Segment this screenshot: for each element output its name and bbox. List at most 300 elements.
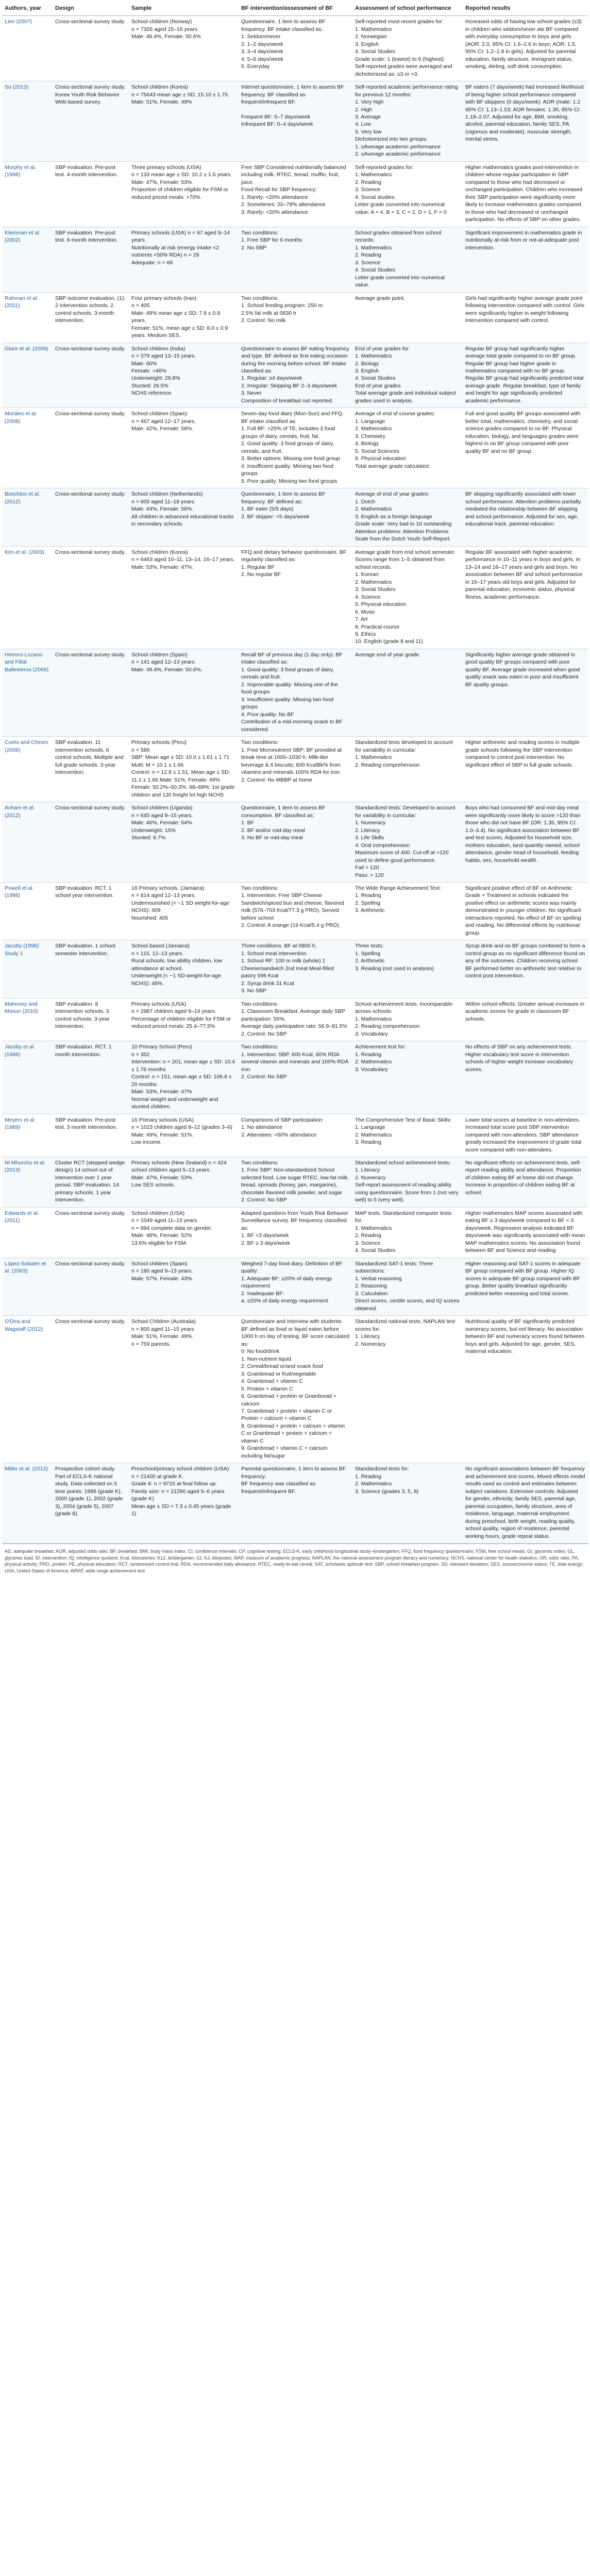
- cell-intervention: [239, 1258, 352, 1315]
- cell-assessment-line: 7. Art: [355, 616, 368, 623]
- cell-author-text: O'Dea and Wagstaff (2012): [5, 1318, 43, 1332]
- cell-results-text: Syrup drink and no BF groups combined to form a control group as no significant difference found on any of the outcomes. Children receiving school BF performed better on arithmetic test relative to control post intervention.: [465, 943, 585, 979]
- cell-assessment: [352, 343, 463, 408]
- table-row: [2, 802, 588, 883]
- cell-sample: [129, 737, 239, 802]
- cell-assessment-line: Attention problems: Attention Problems Scale from the Dutch Youth Self-Report.: [355, 528, 451, 543]
- cell-sample-line: n = 800 aged 11–15 years: [131, 1326, 194, 1332]
- cell-assessment-line: 2. Norwegian: [355, 33, 387, 40]
- cell-assessment-line: MAP tests. Standardized computer tests for:: [355, 1210, 452, 1224]
- table-row: [2, 1207, 588, 1258]
- cell-author-text: López-Sobaler et al. (2003): [5, 1260, 46, 1275]
- cell-design-text: Cross-sectional survey study: [55, 19, 125, 25]
- cell-intervention-line: 2. Inadequate BF:: [241, 1290, 284, 1297]
- cell-design-text: Prospective cohort study. Part of ECLS-K national study. Data collected on 5 time points: 1998 (grade K), 2000 (grade 1), 2002 (grade 3), 2004 (grade 5), 2007 (grade 8).: [55, 1466, 123, 1517]
- cell-results: [463, 737, 588, 802]
- cell-design: [53, 81, 129, 162]
- cell-intervention-line: 1. School RF: 100 m milk (whole) 1 Cheese/sandwich 2nd meal Meal-filled pastry 596 Kcal: [241, 958, 334, 979]
- cell-sample-line: Adequate: n = 68: [131, 259, 173, 266]
- cell-assessment-line: Three tests:: [355, 943, 384, 950]
- cell-intervention-line: 5. Poor quality: Missing two food groups: [241, 478, 338, 484]
- cell-sample-line: Family size: n = 21260 aged 5–6 years (grade K): [131, 1488, 225, 1502]
- cell-intervention-line: 2. BF ≥ 3 days/week: [241, 1240, 291, 1246]
- cell-sample-line: Male: 48%, Female: 52%: [131, 1232, 192, 1239]
- cell-sample-line: n = 405: [131, 302, 150, 309]
- cell-sample-line: n = 379 aged 13–15 years.: [131, 353, 196, 360]
- cell-author-text: Herrero Lozano and Fillat Ballesteros (2006): [5, 651, 49, 673]
- cell-assessment-line: Letter grade converted into numerical value: A = 4, B = 3, C = 2, D = 1, F = 0: [355, 201, 447, 215]
- cell-sample: [129, 883, 239, 940]
- cell-sample-line: Underweight (< −1 SD weight-for-age NCHS): 46%.: [131, 973, 221, 987]
- cell-author-text: Acham et al. (2012): [5, 805, 35, 819]
- cell-assessment: [352, 1041, 463, 1114]
- cell-intervention-line: 0: No food/drink: [241, 1348, 280, 1355]
- cell-intervention: [239, 998, 352, 1041]
- cell-assessment-line: Average grade point.: [355, 295, 406, 301]
- cell-assessment-line: Total average grade calculated.: [355, 463, 430, 469]
- cell-design-text: SBP evaluation. Pre-post test. 3 month intervention.: [55, 1116, 117, 1131]
- cell-intervention-line: 2. Control: No SBP: [241, 1074, 287, 1080]
- cell-assessment-line: 4. Science: [355, 594, 381, 600]
- cell-sample-line: Male: 47%, Female: 53%.: [131, 179, 194, 185]
- cell-design: [53, 737, 129, 802]
- cell-intervention-line: 1. Adequate BF: ≥20% of daily energy requirement: [241, 1275, 332, 1290]
- cell-intervention-line: Two conditions:: [241, 739, 279, 746]
- cell-assessment-line: 1. Mathematics: [355, 1225, 392, 1231]
- cell-intervention-line: 1. Rarely: <20% attendance: [241, 194, 308, 200]
- cell-results-text: Boys who had consumed BF and mid-day meal were significantly more likely to score >120 than those who did not have BF (OR: 1.35, 95% CI: 1.0–3.4). No significant association between BF and test scores. Adjusted for household size, mothers education, land quantity owned, school attendance, gender head of household, feeding habits, sex, household wealth.: [465, 805, 581, 863]
- cell-intervention-line: 2. Good quality: 3 food groups of dairy, cereals, and fruit.: [241, 440, 334, 454]
- cell-assessment-line: 1. Literacy: [355, 1333, 380, 1340]
- cell-intervention: [239, 546, 352, 649]
- cell-author-text: Lien (2007): [5, 19, 32, 25]
- cell-sample-line: Male: 53%, Female: 47%: [131, 1089, 192, 1095]
- cell-intervention-line: 1. Seldom/never: [241, 33, 281, 40]
- cell-assessment-line: 6. Physical education: [355, 455, 407, 462]
- cell-assessment-line: 6. Music: [355, 608, 376, 615]
- cell-assessment-line: 1. Reading: [355, 892, 381, 899]
- cell-intervention-line: Two conditions:: [241, 295, 279, 301]
- cell-intervention: [239, 1463, 352, 1544]
- cell-assessment-line: Dichotomized into two groups:: [355, 136, 428, 143]
- cell-intervention-line: 1. Intervention: SBP. 600 Kcal, 60% RDA several vitamin and minerals and 100% RDA iron: [241, 1051, 348, 1073]
- cell-intervention-line: 1. Free SBP: Non-standardized School selected food. Low sugar RTEC, low-fat milk, bread, spreads (honey, jam, margarine), chocolate flavored milk powder, and sugar: [241, 1167, 349, 1196]
- column-header-sample: Sample: [129, 2, 239, 16]
- cell-results: [463, 16, 588, 81]
- table-row: [2, 408, 588, 488]
- table-row: [2, 81, 588, 162]
- cell-author: [2, 883, 53, 940]
- cell-design: [53, 408, 129, 488]
- cell-results-text: No effects of SBP on any achievement tests. Higher vocabulary test score in intervention schools of higher weight increase vocabulary scores.: [465, 1044, 573, 1073]
- cell-design: [53, 1207, 129, 1258]
- cell-intervention: [239, 737, 352, 802]
- cell-intervention: [239, 649, 352, 736]
- cell-assessment-line: Standardized tests: Developed to account for variability in curricular:: [355, 805, 456, 819]
- table-header: [2, 2, 588, 16]
- cell-design-text: SBP evaluation. Pre-post test. 6-month intervention.: [55, 229, 118, 244]
- cell-design-text: Cross-sectional survey study. Korea Youth Risk Behavior Web-based survey.: [55, 84, 126, 106]
- table-row: [2, 649, 588, 736]
- cell-assessment: [352, 1258, 463, 1315]
- cell-author-text: So (2013): [5, 84, 29, 91]
- cell-sample-line: Intervention: n = 201, mean age ± SD: 10.4 ± 1.76 months: [131, 1059, 235, 1073]
- cell-intervention-line: 9. Grainbread + vitamin C + calcium including fat/sugar: [241, 1445, 328, 1459]
- cell-intervention-line: 4. 5–6 days/week: [241, 56, 283, 62]
- cell-intervention: [239, 488, 352, 546]
- cell-intervention-line: 1. Free Micronutrient SBP: BF provided at break time at 1000–1030 h. Milk-like beverage & 6 biscuits; 600 KcalBk% from vitamins and minerals 100% RDA for iron: [241, 747, 342, 776]
- cell-assessment-line: 2. Mathematics: [355, 1131, 392, 1138]
- cell-results-text: Regular BF group had significantly higher average total grade compared to no BF group. Regular BF group had higher grade in mathematics compared with no BF group. Regular BF group had significantly predicted total average grade. Regular breakfast, type of family and height for age significantly predicted academic performance.: [465, 345, 584, 404]
- cell-sample: [129, 649, 239, 736]
- column-header-results: Reported results: [463, 2, 588, 16]
- cell-sample-line: Underweight: 15%: [131, 827, 176, 834]
- cell-intervention-line: 8. Grainbread + protein + calcium + vitamin C or Grainbread + protein + calcium + vitamin C: [241, 1422, 345, 1444]
- cell-sample: [129, 408, 239, 488]
- cell-assessment: [352, 546, 463, 649]
- cell-assessment-line: 1. Dutch: [355, 498, 376, 505]
- cell-assessment-line: 3. Reading: [355, 1139, 381, 1146]
- cell-design-text: Cross-sectional survey study.: [55, 1318, 126, 1325]
- cell-results: [463, 1463, 588, 1544]
- cell-assessment-line: Fail > 120: [355, 865, 379, 871]
- cell-sample-line: School children (Spain): [131, 1260, 188, 1267]
- cell-sample-line: School children (Netherlands): [131, 491, 203, 498]
- column-header-intervention: BF intervention/assessment of BF: [239, 2, 352, 16]
- cell-sample-line: n = 1023 children aged 8–12 (grades 3–6): [131, 1124, 232, 1131]
- cell-author: [2, 1316, 53, 1463]
- cell-sample-line: Low SES schools.: [131, 1182, 175, 1189]
- cell-design-text: SBP evaluation. 11 intervention schools, 6 control schools. Multiple and full grade schools. 3-year intervention.: [55, 739, 124, 776]
- cell-assessment: [352, 1157, 463, 1207]
- cell-author: [2, 649, 53, 736]
- cell-intervention-line: 2.5% fat milk at 0830 h: [241, 310, 296, 316]
- cell-author: [2, 1114, 53, 1157]
- cell-intervention-line: Average daily participation rate: 56.9–91.5%: [241, 1023, 347, 1030]
- cell-results: [463, 1207, 588, 1258]
- cell-sample-line: Primary schools (USA) n = 97 aged 9–14 years.: [131, 229, 230, 244]
- cell-assessment-line: Average end of year grade.: [355, 651, 421, 658]
- cell-results-text: Higher arithmetic and reading scores in multiple grade schools following the SBP intervention compared to control post intervention. No significant effect of SBP in full grade schools.: [465, 739, 580, 768]
- cell-author: [2, 16, 53, 81]
- cell-results: [463, 649, 588, 736]
- cell-sample: [129, 940, 239, 998]
- cell-assessment-line: Pass: > 120: [355, 872, 384, 878]
- cell-intervention-line: 1. Intervention: Free SBP Cheese Sandwich/spiced bun and cheese, flavored milk (576–703 Kcal/77.3 g PRO). Served before school: [241, 892, 344, 921]
- cell-assessment-line: 2. Mathematics: [355, 1481, 392, 1487]
- cell-results-text: BF eaters (7 days/week) had increased likelihood of being higher school performance compared with BF skippers (0 days/week). AOR (male: 1.2 95% CI: 1.13–1.53; AOR females: 1.30, 95% CI: 1.18–2.07. Adjusted for age, BMI, smoking, alcohol, parental education, family SES, PA (vigorous and moderate), muscular strength, mental stress.: [465, 84, 584, 143]
- cell-assessment-line: Standardized SAT-1 tests: Three subsections:: [355, 1260, 433, 1275]
- cell-intervention: [239, 81, 352, 162]
- cell-author-text: Edwards et al. (2011): [5, 1210, 39, 1224]
- cell-intervention-line: 2. Irregular: Skipping BF 2–3 days/week: [241, 382, 338, 389]
- cell-author: [2, 1041, 53, 1114]
- cell-sample-line: Low income.: [131, 1139, 162, 1146]
- cell-sample-line: School children (India): [131, 345, 186, 352]
- cell-assessment-line: Letter grade converted into numerical value.: [355, 274, 445, 289]
- cell-sample-line: Primary schools (New Zealand) n = 424 school children aged 5–13 years.: [131, 1159, 227, 1174]
- cell-intervention-line: BF frequency was classified as frequent/infrequent BF.: [241, 1481, 316, 1495]
- cell-sample-line: School children (Spain): [131, 651, 188, 658]
- cell-sample: [129, 161, 239, 227]
- cell-intervention-line: Infrequent BF: 0–4 days/week: [241, 121, 313, 128]
- cell-design: [53, 161, 129, 227]
- cell-sample: [129, 343, 239, 408]
- cell-results: [463, 1114, 588, 1157]
- cell-assessment-line: 3. Reading (not used in analysis): [355, 965, 434, 972]
- cell-author: [2, 343, 53, 408]
- cell-author-text: Kleinman et al. (2002): [5, 229, 41, 244]
- cell-sample: [129, 1207, 239, 1258]
- cell-design: [53, 1258, 129, 1315]
- cell-sample: [129, 546, 239, 649]
- cell-intervention: [239, 161, 352, 227]
- cell-author: [2, 998, 53, 1041]
- cell-intervention-line: Two conditions:: [241, 1159, 279, 1166]
- cell-results: [463, 488, 588, 546]
- cell-assessment-line: School achievement tests. Incomparable across schools:: [355, 1001, 453, 1015]
- cell-design-text: Cross-sectional survey study.: [55, 411, 126, 417]
- header-row: [2, 2, 588, 16]
- cell-intervention-line: Three conditions. BF at 0900 h.: [241, 943, 317, 950]
- cell-assessment-line: 1. Very high: [355, 99, 384, 106]
- cell-sample-line: Male: 44%, Female: 56%.: [131, 506, 194, 513]
- cell-assessment-line: 4. Oral comprehension: [355, 842, 410, 849]
- cell-sample-line: Male: 51%, Female: 49%: [131, 99, 192, 106]
- cell-intervention-line: 5. Everyday: [241, 63, 270, 70]
- cell-sample: [129, 81, 239, 162]
- cell-intervention-line: Food Recall for SBP frequency:: [241, 187, 317, 193]
- cell-intervention-line: 1. BF: [241, 820, 255, 826]
- cell-assessment-line: Self-reported grades for:: [355, 164, 414, 171]
- cell-design-text: Cross-sectional survey study.: [55, 805, 126, 811]
- cell-assessment-line: 3. Average: [355, 113, 381, 120]
- cell-assessment-line: 1. Mathematics: [355, 244, 392, 251]
- cell-assessment-line: 3. Arithmetic: [355, 907, 385, 914]
- table-row: [2, 161, 588, 227]
- cell-design-text: Cross-sectional survey study.: [55, 1210, 126, 1216]
- cell-sample-line: n = 7305 aged 15–16 years.: [131, 26, 199, 32]
- cell-design: [53, 488, 129, 546]
- table-row: [2, 292, 588, 343]
- cell-design-text: Cross-sectional survey study.: [55, 549, 126, 555]
- cell-design: [53, 1114, 129, 1157]
- cell-sample-line: n = 467 aged 12–17 years.: [131, 418, 196, 425]
- cell-sample-line: n = 180 aged 9–13 years.: [131, 1268, 193, 1275]
- cell-intervention-line: 2. Syrup drink 31 Kcal: [241, 980, 294, 987]
- cell-intervention: [239, 940, 352, 998]
- cell-intervention-line: 2. BF and/or mid-day meal: [241, 827, 305, 834]
- cell-intervention-line: 2. No SBP: [241, 244, 267, 251]
- cell-sample-line: Male: 49.4%, Female: 50.6%.: [131, 666, 203, 673]
- cell-sample-line: Male: 53%, Female: 47%.: [131, 564, 194, 570]
- cell-design-text: SBP evaluation. Pre-post test. 4-month intervention.: [55, 164, 118, 178]
- cell-results: [463, 292, 588, 343]
- cell-intervention: [239, 292, 352, 343]
- cell-results: [463, 161, 588, 227]
- cell-sample-line: Primary schools (USA): [131, 1001, 187, 1007]
- cell-assessment-line: 3. Chemistry: [355, 433, 385, 439]
- cell-intervention-line: 2. Sometimes: 20–79% attendance: [241, 201, 326, 208]
- cell-intervention-line: 1. BF <3 days/week: [241, 1232, 289, 1239]
- cell-assessment-line: Grade scale: 1 (lowest) to 6 (highest): [355, 56, 444, 62]
- cell-author-text: Jacoby (1996) Study 1: [5, 943, 39, 957]
- cell-assessment-line: Self-reported academic performance rating for previous 12 months:: [355, 84, 458, 98]
- cell-results: [463, 1316, 588, 1463]
- cell-intervention-line: Two conditions:: [241, 885, 279, 891]
- cell-intervention: [239, 802, 352, 883]
- cell-sample-line: n = 894 complete data on gender.: [131, 1225, 212, 1231]
- cell-intervention-line: 2. Improvable quality: Missing one of the food groups: [241, 681, 338, 696]
- cell-sample-line: School children (Norway): [131, 19, 192, 25]
- cell-intervention-line: Internet questionnaire, 1 item to assess BF frequency. BF classified as frequent/infrequent BF.: [241, 84, 344, 106]
- cell-assessment-line: 1. Mathematics: [355, 1015, 392, 1022]
- cell-sample-line: 16 Primary schools (USA): [131, 1116, 194, 1123]
- cell-assessment: [352, 227, 463, 292]
- cell-intervention-line: 2. BF skipper: <5 days/week: [241, 513, 310, 520]
- cell-sample-line: Mean age ± SD = 7.3 ± 0.45 years (grade 1): [131, 1503, 231, 1517]
- cell-intervention-line: 1. BF eater (5/5 days): [241, 506, 294, 513]
- cell-sample-line: n = 115, 12–13 years.: [131, 950, 184, 957]
- cell-results-text: Significant positive effect of BF on Arithmetic Grade + Treatment in schools indicated the positive effect on arithmetic scores was mainly demonstrated in younger children. No significant interactions reported. No effect of BF on spelling and reading. No differential effects by nutritional group.: [465, 885, 581, 936]
- cell-sample-line: n = 586: [131, 747, 150, 753]
- cell-author: [2, 488, 53, 546]
- cell-intervention-line: 6. Grainbread + protein or Grainbread + calcium: [241, 1393, 337, 1407]
- cell-assessment-line: 10. English (grade 8 and 11): [355, 638, 423, 645]
- table-row: [2, 227, 588, 292]
- cell-intervention-line: Questionnaire, 1 item to assess BF frequency. BF intake classified as:: [241, 19, 326, 32]
- cell-author-text: Miller et al. (2012): [5, 1466, 48, 1472]
- cell-results-text: Higher mathematics MAP scores associated with eating BF ≥ 3 days/week compared to BF < 3 days/week. Regression analysis indicated BF days/week was significantly associated with mean MAP mathematics scores. No association found between BF and Science and reading.: [465, 1210, 585, 1254]
- cell-intervention-line: Questionnaire and interview with students. BF defined as food or liquid eaten before 1000 h on day of testing. BF score calculated as:: [241, 1318, 350, 1347]
- cell-intervention-line: Questionnaire, 1 item to assess BF consumption. BF classified as:: [241, 805, 326, 819]
- cell-sample-line: Female: >46%: [131, 368, 166, 374]
- cell-sample-line: Proportion of children eligible for FSM or reduced priced meals: >70%.: [131, 187, 228, 200]
- cell-assessment-line: 2. ≤Average academic performance: [355, 151, 441, 158]
- cell-design: [53, 940, 129, 998]
- cell-assessment-line: 1. Mathematics: [355, 172, 392, 178]
- cell-assessment-line: 2. Literacy: [355, 827, 380, 834]
- cell-intervention-line: 1. Free SBP for 6 months: [241, 237, 302, 244]
- cell-sample-line: 13.6% eligible for FSM.: [131, 1240, 188, 1246]
- cell-sample-line: Multi: M = 10.1 ± 1.66: [131, 761, 184, 768]
- cell-author-text: Morales et al. (2008): [5, 411, 38, 425]
- table-row: [2, 1157, 588, 1207]
- cell-intervention-line: Two conditions:: [241, 1044, 279, 1050]
- cell-intervention-line: 1. Regular BF: [241, 564, 275, 570]
- cell-author: [2, 737, 53, 802]
- table-row: [2, 998, 588, 1041]
- cell-intervention-line: Weighed 7-day food diary. Definition of BF quality:: [241, 1260, 343, 1275]
- cell-assessment-line: 2. Arithmetic: [355, 958, 385, 964]
- cell-assessment: [352, 1463, 463, 1544]
- cell-assessment-line: 2. Mathematics: [355, 1059, 392, 1065]
- cell-intervention-line: 2. Control: No MBBP at home: [241, 776, 313, 783]
- cell-sample-line: Male: 51%, Female: 49%.: [131, 1333, 194, 1340]
- table-row: [2, 1041, 588, 1114]
- cell-intervention-line: Seven-day food diary (Mon-Sun) and FFQ. BF intake classified as:: [241, 411, 344, 425]
- cell-intervention-line: a. ≥20% of daily energy requirement: [241, 1298, 328, 1304]
- cell-sample-line: Male: 47%, Female: 53%.: [131, 1174, 194, 1181]
- cell-assessment-line: 5. Very low: [355, 128, 382, 135]
- cell-design: [53, 1316, 129, 1463]
- cell-sample-line: NCHS reference.: [131, 390, 173, 397]
- table-row: [2, 488, 588, 546]
- cell-author: [2, 1207, 53, 1258]
- cell-sample: [129, 1258, 239, 1315]
- cell-sample-line: Male: 60%: [131, 360, 157, 367]
- cell-author: [2, 292, 53, 343]
- cell-sample-line: Male: 49%, Female: 51%.: [131, 1131, 194, 1138]
- cell-sample-line: Nourished: 405: [131, 914, 168, 921]
- cell-assessment-line: 2. Numeracy: [355, 1174, 386, 1181]
- cell-assessment-line: End of year grades for:: [355, 345, 410, 352]
- cell-author-text: Rahman et al. (2011): [5, 295, 39, 309]
- cell-sample-line: Preschool/primary school children (USA): [131, 1466, 229, 1472]
- cell-author-text: Cueto and Chinen (2008): [5, 739, 48, 753]
- cell-intervention-line: 3. Grainbread or fruit/vegetable: [241, 1370, 316, 1377]
- cell-assessment-line: 2. Reasoning: [355, 1283, 387, 1290]
- cell-author-text: Mahoney and Mason (2010): [5, 1001, 38, 1015]
- cell-intervention-line: 3. Never: [241, 390, 262, 397]
- cell-intervention-line: 1. Full BF: >25% of TE, includes 3 food groups of dairy, cereals, fruit, fat.: [241, 426, 335, 439]
- cell-sample: [129, 488, 239, 546]
- cell-assessment: [352, 16, 463, 81]
- cell-intervention-line: Contribution of a mid-morning snack to BF considered.: [241, 719, 343, 733]
- cell-intervention-line: 4. Poor quality: No BF: [241, 711, 294, 718]
- cell-intervention-line: Comparisons of SBP participation:: [241, 1116, 324, 1123]
- cell-assessment-line: Average grade from end school semester. Scores range from 1–5 obtained from school records.: [355, 549, 456, 570]
- cell-intervention-line: 3. 3–4 days/week: [241, 48, 283, 55]
- cell-sample-line: n = 21400 at grade K.: [131, 1473, 184, 1480]
- cell-intervention-line: 1. Regular: ≥4 days/week: [241, 375, 302, 382]
- cell-assessment-line: 3. English: [355, 41, 379, 47]
- cell-assessment-line: Average of end of year grades:: [355, 491, 429, 498]
- cell-design: [53, 1463, 129, 1544]
- cell-assessment-line: Direct scores, centile scores, and IQ scores obtained.: [355, 1298, 460, 1312]
- cell-results-text: Regular BF associated with higher academic performance in 10–11 years in boys and girls. In 13–14 and 16–17 years and girls and boys. No association between BF and school performance in 16–17 years old boys and girls. Adjusted for parental education, economic status, physical fitness, academic performance.: [465, 549, 583, 600]
- table-row: [2, 940, 588, 998]
- cell-intervention-line: 2. Control: No milk: [241, 317, 286, 324]
- cell-assessment-line: Self-reported grades were averaged and dichotomized as: ≤3 or >3.: [355, 63, 452, 77]
- cell-assessment-line: 8. Practical course: [355, 623, 400, 630]
- cell-sample: [129, 1157, 239, 1207]
- cell-intervention-line: 2. Control: No SBP: [241, 1197, 287, 1204]
- cell-results-text: No significant effects on achievement tests, self-report reading ability and attendance. Proportion of children eating BF at home did not change. Increase in proportion of children eating BF at school.: [465, 1159, 581, 1196]
- cell-assessment-line: 2. Reading: [355, 179, 381, 185]
- cell-sample: [129, 16, 239, 81]
- cell-assessment-line: 2. Spelling: [355, 900, 381, 906]
- cell-assessment-line: 3. Science: [355, 1240, 381, 1246]
- cell-intervention: [239, 1041, 352, 1114]
- cell-sample-line: Female: 51%, mean age ± SD: 8.0 ± 0.9 years. Medium SES.: [131, 325, 228, 339]
- cell-sample-line: Male: 49% mean age ± SD: 7.9 ± 0.9 years.: [131, 310, 221, 324]
- cell-intervention-line: 1. School meal intervention: [241, 950, 307, 957]
- cell-assessment-line: 1. Korean: [355, 571, 379, 578]
- cell-sample-line: Male: 49.4%, Female: 50.6%: [131, 33, 201, 40]
- table-row: [2, 1258, 588, 1315]
- cell-assessment-line: 4. Social Studies: [355, 48, 396, 55]
- cell-author: [2, 161, 53, 227]
- cell-design-text: SBP evaluation. RCT. 1 month intervention.: [55, 1044, 112, 1058]
- cell-intervention-line: 4. Grainbread + vitamin C: [241, 1378, 303, 1385]
- cell-results-text: Significantly higher average grade obtained in good quality BF groups compared with poor quality BF. Average grade increased when good quality snack was eaten in poor and insufficient BF quality groups.: [465, 651, 580, 688]
- cell-assessment-line: The Wide Range Achievement Test:: [355, 885, 441, 891]
- cell-design: [53, 802, 129, 883]
- cell-assessment-line: 1. Reading: [355, 1051, 381, 1058]
- table-body: [2, 16, 588, 1544]
- cell-intervention-line: 3. Insufficient quality: Missing two food groups: [241, 696, 333, 710]
